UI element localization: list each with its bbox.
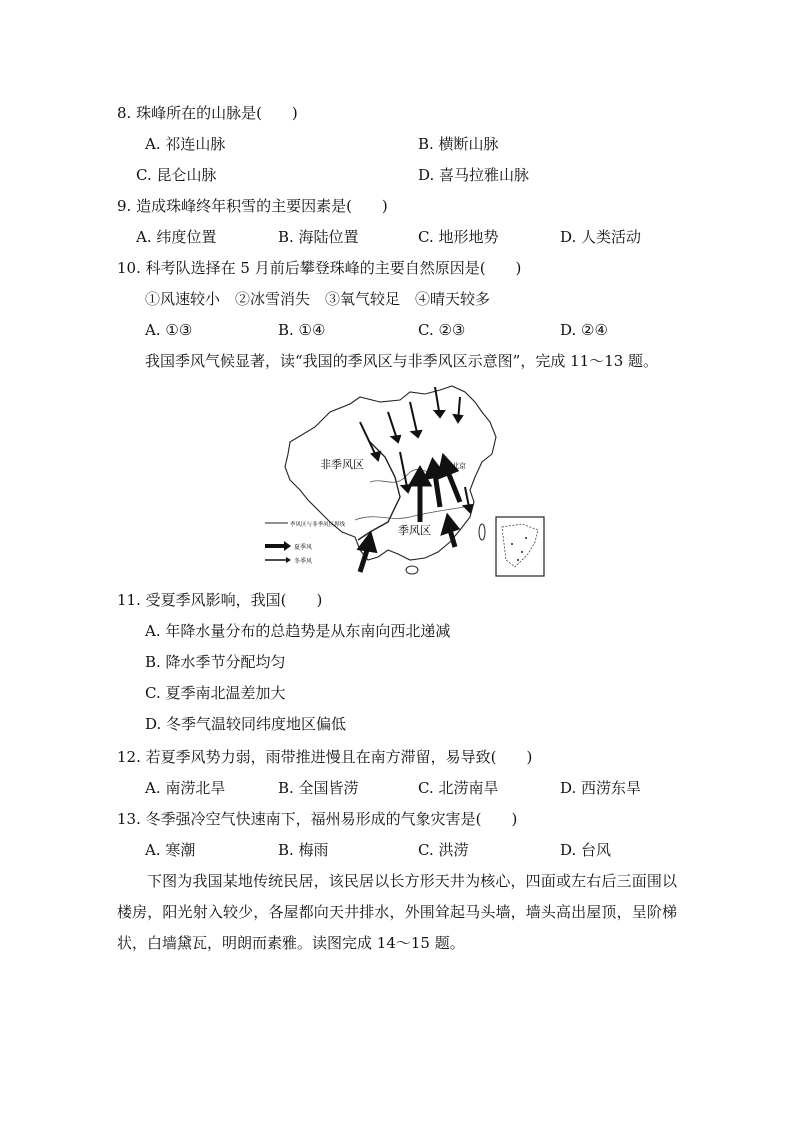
beijing-label: 北京 xyxy=(452,462,466,470)
china-outline xyxy=(285,386,496,560)
q12-option-d: D. 西涝东旱 xyxy=(560,779,642,797)
legend-boundary-label: 季风区与非季风区界线 xyxy=(290,522,346,528)
intro-14-15: 下图为我国某地传统民居，该民居以长方形天井为核心，四面或左右后三面围以楼房，阳光射入较少，各屋都向天井排水，外围耸起马头墙，墙头高出屋顶，呈阶梯状，白墙黛瓦，明朗而素雅。读图完成 14～15 题。 xyxy=(117,872,677,952)
q9-option-b: B. 海陆位置 xyxy=(278,228,359,246)
q11-option-d: D. 冬季气温较同纬度地区偏低 xyxy=(145,715,347,733)
q13-option-b: B. 梅雨 xyxy=(278,841,329,859)
q12-option-b: B. 全国皆涝 xyxy=(278,779,359,797)
monsoon-label: 季风区 xyxy=(398,524,431,537)
legend-winter-label: 冬季风 xyxy=(294,558,313,565)
q9-option-a: A. 纬度位置 xyxy=(136,228,217,246)
q8-stem: 8. 珠峰所在的山脉是( ) xyxy=(117,104,298,122)
q12-option-c: C. 北涝南旱 xyxy=(418,779,499,797)
q9-option-d: D. 人类活动 xyxy=(560,228,642,246)
q10-stem: 10. 科考队选择在 5 月前后攀登珠峰的主要自然原因是( ) xyxy=(117,259,522,277)
intro-11-13: 我国季风气候显著，读“我国的季风区与非季风区示意图”，完成 11～13 题。 xyxy=(145,352,659,370)
q8-option-b: B. 横断山脉 xyxy=(418,135,499,153)
non-monsoon-label: 非季风区 xyxy=(320,458,364,471)
q8-option-c: C. 昆仑山脉 xyxy=(136,166,217,184)
q9-stem: 9. 造成珠峰终年积雪的主要因素是( ) xyxy=(117,197,388,215)
q10-option-a: A. ①③ xyxy=(145,321,193,339)
q8-option-a: A. 祁连山脉 xyxy=(145,135,226,153)
taiwan-island xyxy=(479,524,485,540)
q12-option-a: A. 南涝北旱 xyxy=(145,779,226,797)
q11-option-b: B. 降水季节分配均匀 xyxy=(145,653,286,671)
q11-option-c: C. 夏季南北温差加大 xyxy=(145,684,286,702)
map-legend xyxy=(265,520,346,565)
monsoon-region-map xyxy=(260,382,550,578)
q13-option-d: D. 台风 xyxy=(560,841,612,859)
q10-option-c: C. ②③ xyxy=(418,321,466,339)
legend-summer-label: 夏季风 xyxy=(294,544,313,551)
q9-option-c: C. 地形地势 xyxy=(418,228,499,246)
q13-option-a: A. 寒潮 xyxy=(145,841,196,859)
q10-option-b: B. ①④ xyxy=(278,321,326,339)
beijing-marker xyxy=(446,462,450,466)
hainan-island xyxy=(406,566,418,574)
q13-stem: 13. 冬季强冷空气快速南下，福州易形成的气象灾害是( ) xyxy=(117,810,518,828)
south-china-sea-inset xyxy=(496,517,544,576)
q13-option-c: C. 洪涝 xyxy=(418,841,469,859)
q8-option-d: D. 喜马拉雅山脉 xyxy=(418,166,530,184)
q10-items: ①风速较小 ②冰雪消失 ③氧气较足 ④晴天较多 xyxy=(145,290,491,308)
q10-option-d: D. ②④ xyxy=(560,321,608,339)
q11-stem: 11. 受夏季风影响，我国( ) xyxy=(117,591,323,609)
q12-stem: 12. 若夏季风势力弱，雨带推进慢且在南方滞留，易导致( ) xyxy=(117,748,533,766)
q11-option-a: A. 年降水量分布的总趋势是从东南向西北递减 xyxy=(145,622,451,640)
